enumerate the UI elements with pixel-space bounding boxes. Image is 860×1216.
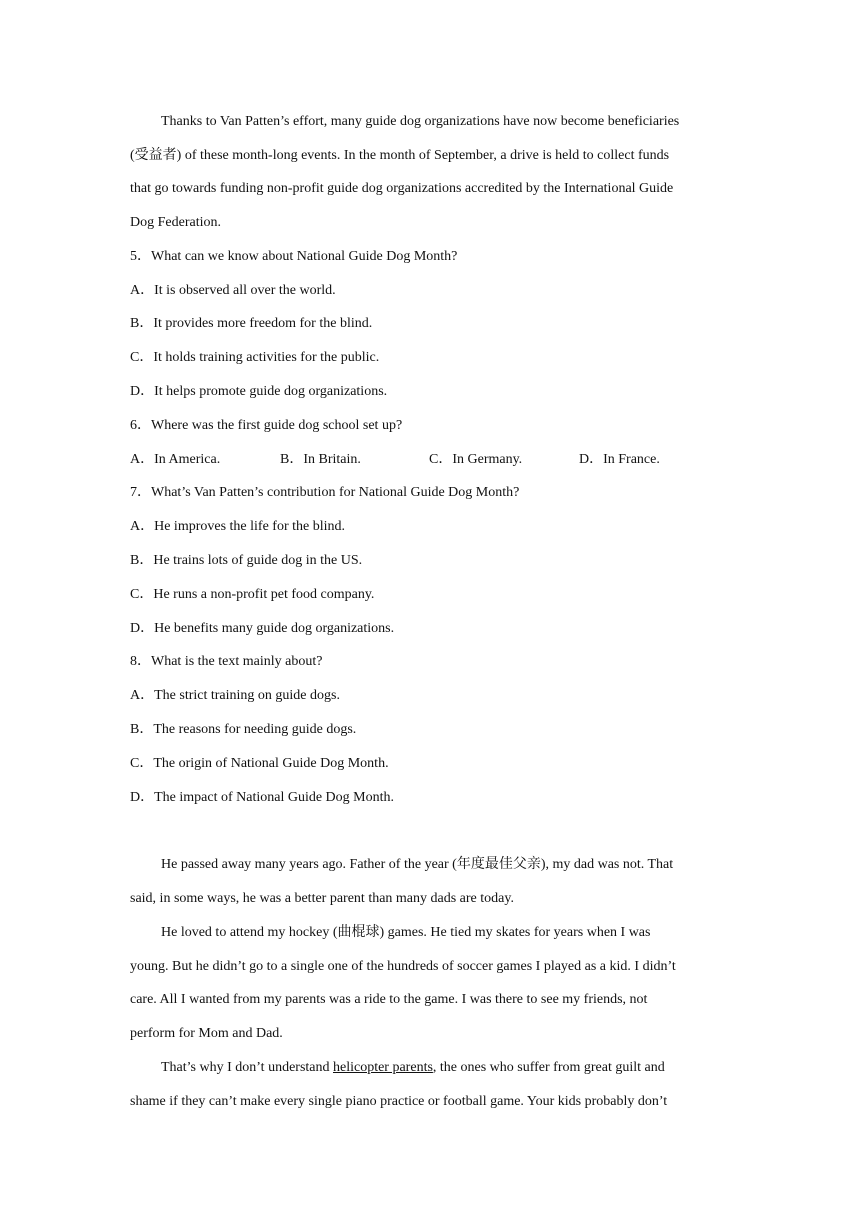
question-6-option-d: D．In France. (579, 452, 660, 467)
question-5-option-b: B．It provides more freedom for the blind. (130, 316, 373, 331)
passage1-line-4: Dog Federation. (130, 215, 221, 230)
question-7-stem: 7．What’s Van Patten’s contribution for National Guide Dog Month? (130, 485, 520, 500)
question-6-option-c: C．In Germany. (429, 452, 523, 467)
question-7-option-a: A．He improves the life for the blind. (130, 519, 346, 534)
passage2-p3-line-2: shame if they can’t make every single piano practice or football game. Your kids probably don’t (130, 1094, 668, 1109)
question-6-options-row (130, 450, 690, 470)
helicopter-parents-underlined: helicopter parents (333, 1060, 433, 1075)
question-8-option-d: D．The impact of National Guide Dog Month. (130, 790, 395, 805)
passage1-line-1: Thanks to Van Patten’s effort, many guide dog organizations have now become beneficiaries (161, 114, 680, 129)
question-5-stem: 5．What can we know about National Guide Dog Month? (130, 249, 458, 264)
question-6-stem: 6．Where was the first guide dog school set up? (130, 418, 403, 433)
passage2-p1-line-1: He passed away many years ago. Father of the year (年度最佳父亲), my dad was not. That (161, 857, 674, 872)
question-7-option-b: B．He trains lots of guide dog in the US. (130, 553, 363, 568)
question-8-option-c: C．The origin of National Guide Dog Month. (130, 756, 389, 771)
question-7-option-c: C．He runs a non-profit pet food company. (130, 587, 375, 602)
passage2-p2-line-2: young. But he didn’t go to a single one of the hundreds of soccer games I played as a kid. I didn’t (130, 959, 676, 974)
question-5-option-a: A．It is observed all over the world. (130, 283, 336, 298)
passage1-line-3: that go towards funding non-profit guide dog organizations accredited by the International Guide (130, 181, 674, 196)
passage2-p2-line-1: He loved to attend my hockey (曲棍球) games. He tied my skates for years when I was (161, 925, 651, 940)
passage2-p3-text-after: , the ones who suffer from great guilt and (432, 1060, 665, 1075)
passage2-p2-line-4: perform for Mom and Dad. (130, 1026, 283, 1041)
question-8-option-b: B．The reasons for needing guide dogs. (130, 722, 357, 737)
question-8-option-a: A．The strict training on guide dogs. (130, 688, 340, 703)
passage2-p2-line-3: care. All I wanted from my parents was a ride to the game. I was there to see my friends, not (130, 992, 648, 1007)
question-7-option-d: D．He benefits many guide dog organizations. (130, 621, 395, 636)
question-5-option-d: D．It helps promote guide dog organizations. (130, 384, 388, 399)
passage2-p1-line-2: said, in some ways, he was a better parent than many dads are today. (130, 891, 514, 906)
passage2-p3-line-1 (161, 1058, 665, 1078)
question-5-option-c: C．It holds training activities for the public. (130, 350, 380, 365)
passage1-line-2: (受益者) of these month-long events. In the month of September, a drive is held to collect funds (130, 148, 670, 163)
question-8-stem: 8．What is the text mainly about? (130, 654, 323, 669)
question-6-option-a: A．In America. (130, 452, 221, 467)
question-6-option-b: B．In Britain. (280, 452, 361, 467)
passage2-p3-text-before: That’s why I don’t understand (161, 1060, 333, 1075)
